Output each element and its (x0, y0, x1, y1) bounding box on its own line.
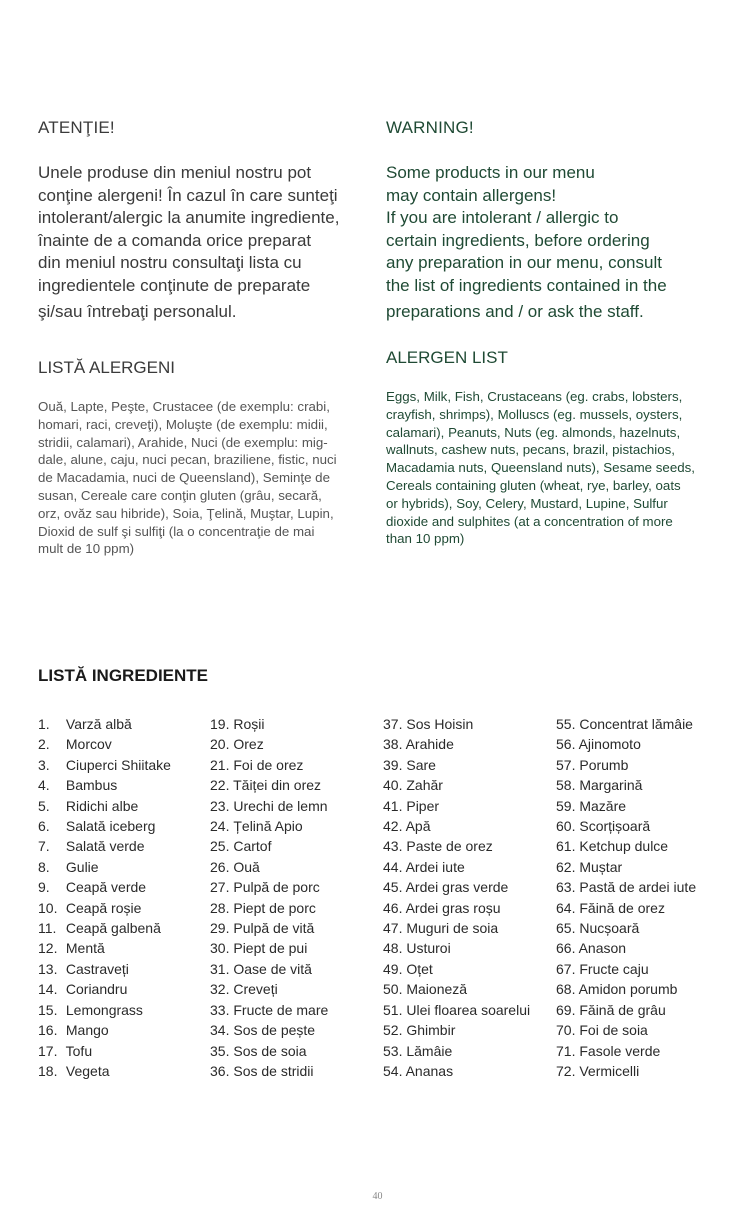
ingredient-item (38, 857, 171, 877)
ingredient-name: Ceapă galbenă (65, 920, 161, 937)
ingredient-item (210, 1041, 328, 1061)
ingredient-item (38, 816, 171, 836)
english-section (386, 118, 721, 547)
intro-line: any preparation in our menu, consult (386, 253, 662, 273)
ingredient-number: 26. (210, 858, 230, 875)
ingredient-number: 14. (38, 981, 58, 998)
ingredient-name: Pulpă de porc (233, 879, 320, 896)
intro-line: Unele produse din meniul nostru pot (38, 163, 312, 182)
ingredient-name: Mazăre (579, 797, 627, 814)
ingredient-name: Ulei floarea soarelui (406, 1001, 531, 1018)
allergen-line: mult de 10 ppm) (38, 541, 135, 557)
ingredient-name: Bambus (65, 777, 118, 794)
ingredient-item (38, 877, 171, 897)
ingredient-item (383, 714, 530, 734)
ingredient-item (383, 775, 530, 795)
ingredient-name: Fructe caju (579, 960, 649, 977)
ingredient-item (38, 796, 171, 816)
ingredient-item (556, 979, 696, 999)
ingredient-item (38, 918, 171, 938)
ingredient-name: Gulie (65, 858, 99, 875)
intro-line: preparations and / or ask the staff. (386, 301, 644, 321)
ingredient-number: 15. (38, 1001, 58, 1018)
ingredient-number: 62. (556, 858, 576, 875)
allergen-line: dale, alune, caju, nuci pecan, braziliene, fistic, nuci (38, 452, 337, 468)
ingredient-number: 57. (556, 756, 576, 773)
ingredient-item (210, 1000, 328, 1020)
ingredient-number: 24. (210, 818, 230, 835)
ingredient-name: Salată iceberg (65, 818, 156, 835)
ingredient-item (38, 1020, 171, 1040)
ingredient-name: Vermicelli (579, 1062, 640, 1079)
ingredient-item (556, 1041, 696, 1061)
ingredient-name: Sos Hoisin (406, 716, 474, 732)
ingredient-item (210, 959, 328, 979)
ingredient-item (556, 1061, 696, 1081)
ingredient-item (210, 898, 328, 918)
ingredient-name: Cartof (233, 838, 272, 855)
ingredient-number: 44. (383, 858, 403, 875)
ingredient-item (210, 714, 328, 734)
ingredient-number: 48. (383, 940, 403, 957)
ingredient-number: 36. (210, 1062, 230, 1079)
ingredient-item (38, 1061, 171, 1081)
ingredient-item (38, 1000, 171, 1020)
ingredient-name: Urechi de lemn (233, 797, 328, 814)
page-number: 40 (372, 1191, 383, 1202)
allergen-list-title-en: ALERGEN LIST (386, 348, 508, 367)
warning-text-en (386, 162, 721, 323)
romanian-section (38, 118, 373, 557)
ingredient-item (556, 796, 696, 816)
ingredient-number: 9. (38, 879, 50, 896)
ingredient-number: 20. (210, 736, 230, 753)
ingredient-number: 60. (556, 818, 576, 835)
ingredient-item (38, 775, 171, 795)
allergen-line: crayfish, shrimps), Molluscs (eg. mussels, oysters, (386, 406, 683, 422)
ingredient-name: Piept de porc (233, 899, 316, 916)
ingredient-item (210, 775, 328, 795)
ingredient-number: 37. (383, 716, 403, 732)
ingredient-name: Ceapă verde (65, 879, 147, 896)
ingredient-name: Pastă de ardei iute (579, 879, 697, 896)
ingredient-name: Ananas (405, 1062, 454, 1079)
ingredient-number: 31. (210, 960, 230, 977)
ingredient-number: 32. (210, 981, 230, 998)
intro-line: certain ingredients, before ordering (386, 230, 650, 250)
ingredient-name: Ceapă roșie (65, 899, 142, 916)
ingredient-item (383, 1061, 530, 1081)
ingredient-number: 47. (383, 920, 403, 937)
ingredient-name: Ardei iute (405, 858, 465, 875)
ingredient-name: Anason (578, 940, 627, 957)
ingredient-item (210, 836, 328, 856)
ingredient-number: 38. (383, 736, 403, 753)
ingredient-item (38, 836, 171, 856)
ingredient-item (556, 714, 696, 734)
ingredient-name: Fasole verde (579, 1042, 661, 1059)
ingredient-name: Nucșoară (579, 920, 640, 937)
ingredient-item (556, 959, 696, 979)
allergen-list-text-en (386, 388, 695, 548)
ingredient-item (383, 938, 530, 958)
ingredient-number: 49. (383, 960, 403, 977)
ingredient-item (210, 979, 328, 999)
ingredient-number: 19. (210, 716, 230, 732)
ingredient-item (556, 816, 696, 836)
ingredient-name: Ouă (233, 858, 260, 875)
ingredient-name: Țelină Apio (233, 818, 303, 835)
ingredient-item (383, 816, 530, 836)
ingredient-item (383, 796, 530, 816)
ingredient-number: 63. (556, 879, 576, 896)
ingredient-number: 61. (556, 838, 576, 855)
ingredient-number: 27. (210, 879, 230, 896)
ingredient-item (210, 857, 328, 877)
ingredient-name: Muguri de soia (406, 920, 499, 937)
ingredient-item (383, 979, 530, 999)
ingredient-name: Lemongrass (65, 1001, 143, 1018)
ingredient-item (383, 877, 530, 897)
ingredient-name: Ardei gras verde (405, 879, 509, 896)
ingredient-number: 45. (383, 879, 403, 896)
ingredient-number: 7. (38, 838, 50, 855)
ingredient-item (383, 857, 530, 877)
ingredient-number: 3. (38, 756, 50, 773)
ingredient-number: 29. (210, 920, 230, 937)
ingredient-item (38, 1041, 171, 1061)
ingredient-item (556, 775, 696, 795)
ingredient-number: 53. (383, 1042, 403, 1059)
ingredient-name: Scorțișoară (579, 818, 651, 835)
ingredient-name: Oțet (406, 960, 433, 977)
ingredient-name: Ghimbir (406, 1022, 456, 1039)
ingredient-number: 13. (38, 960, 58, 977)
ingredient-name: Sare (406, 756, 436, 773)
allergen-line: stridii, calamari), Arahide, Nuci (de exemplu: mig- (38, 434, 328, 450)
ingredient-name: Ardei gras roșu (405, 899, 501, 916)
intro-line: conţine alergeni! În cazul în care sunteţi (38, 185, 338, 205)
ingredient-name: Maioneză (406, 981, 468, 998)
ingredient-number: 5. (38, 797, 50, 814)
ingredient-number: 70. (556, 1022, 576, 1039)
ingredient-number: 64. (556, 899, 576, 916)
ingredient-item (556, 857, 696, 877)
ingredient-number: 11. (38, 920, 57, 937)
ingredient-name: Mentă (65, 940, 105, 957)
ingredient-name: Muștar (579, 858, 623, 875)
ingredient-item (556, 1020, 696, 1040)
ingredient-item (38, 755, 171, 775)
ingredient-item (383, 836, 530, 856)
ingredient-name: Foi de soia (579, 1022, 648, 1039)
ingredient-name: Usturoi (406, 940, 451, 957)
ingredient-number: 41. (383, 797, 403, 814)
allergen-line: de Macadamia, nuci de Queensland), Seminţe de (38, 470, 330, 486)
ingredient-number: 17. (38, 1042, 58, 1059)
ingredient-number: 39. (383, 756, 403, 773)
intro-line: ingredientele conţinute de preparate (38, 275, 311, 295)
ingredient-name: Vegeta (65, 1062, 110, 1079)
ingredient-number: 16. (38, 1022, 58, 1039)
ingredient-item (210, 734, 328, 754)
allergen-line: calamari), Peanuts, Nuts (eg. almonds, hazelnuts, (386, 424, 681, 440)
ingredient-name: Piept de pui (233, 940, 308, 957)
ingredient-name: Varză albă (65, 716, 132, 732)
ingredient-number: 25. (210, 838, 230, 855)
allergen-line: Dioxid de sulf şi sulfiţi (la o concentraţie de mai (38, 523, 315, 539)
warning-text-ro (38, 162, 373, 323)
ingredient-number: 4. (38, 777, 50, 794)
ingredient-item (556, 836, 696, 856)
ingredient-name: Tofu (65, 1042, 93, 1059)
intro-line: şi/sau întrebaţi personalul. (38, 301, 237, 321)
ingredient-number: 1. (38, 716, 50, 732)
intro-line: may contain allergens! (386, 185, 557, 205)
ingredient-name: Fructe de mare (233, 1001, 329, 1018)
allergen-list-text-ro (38, 398, 337, 558)
ingredient-item (556, 877, 696, 897)
ingredient-name: Coriandru (65, 981, 128, 998)
ingredient-number: 33. (210, 1001, 230, 1018)
ingredient-name: Castraveți (65, 960, 129, 977)
ingredient-name: Concentrat lămâie (579, 716, 693, 732)
allergen-line: Macadamia nuts, Queensland nuts), Sesame seeds, (386, 460, 695, 476)
intro-line: Some products in our menu (386, 163, 595, 182)
ingredient-item (556, 1000, 696, 1020)
ingredient-number: 58. (556, 777, 576, 794)
allergen-line: Ouă, Lapte, Peşte, Crustacee (de exemplu: crabi, (38, 399, 330, 414)
ingredient-number: 8. (38, 858, 50, 875)
ingredient-item (210, 1020, 328, 1040)
ingredient-number: 40. (383, 777, 403, 794)
ingredient-name: Roșii (233, 716, 265, 732)
ingredient-item (210, 918, 328, 938)
ingredient-item (210, 938, 328, 958)
allergen-line: wallnuts, cashew nuts, pecans, brazil, pistachios, (386, 442, 675, 458)
ingredient-item (383, 755, 530, 775)
allergen-line: Cereals containing gluten (wheat, rye, barley, oats (386, 477, 681, 493)
ingredient-item (556, 755, 696, 775)
ingredient-number: 10. (38, 899, 58, 916)
intro-line: If you are intolerant / allergic to (386, 208, 619, 228)
allergen-line: than 10 ppm) (386, 531, 465, 547)
ingredient-name: Arahide (405, 736, 454, 753)
ingredient-item (210, 816, 328, 836)
ingredients-title: LISTĂ INGREDIENTE (38, 666, 209, 685)
ingredient-number: 55. (556, 716, 576, 732)
ingredient-name: Margarină (579, 777, 643, 794)
allergen-line: dioxide and sulphites (at a concentration of more (386, 513, 673, 529)
ingredient-item (210, 877, 328, 897)
ingredients-column-1 (38, 714, 171, 1081)
ingredient-item (556, 898, 696, 918)
intro-line: intolerant/alergic la anumite ingrediente, (38, 208, 340, 228)
ingredient-number: 56. (556, 736, 576, 753)
allergen-line: susan, Cereale care conţin gluten (grâu, secară, (38, 487, 322, 503)
allergen-list-title-ro: LISTĂ ALERGENI (38, 358, 175, 377)
warning-title-ro: ATENŢIE! (38, 118, 115, 137)
ingredient-number: 22. (210, 777, 230, 794)
ingredient-name: Zahăr (406, 777, 443, 794)
ingredient-item (210, 796, 328, 816)
ingredient-name: Ridichi albe (65, 797, 139, 814)
ingredient-number: 66. (556, 940, 576, 957)
ingredient-name: Piper (406, 797, 440, 814)
ingredient-item (383, 918, 530, 938)
intro-line: din meniul nostru consultaţi lista cu (38, 253, 302, 273)
ingredient-number: 68. (556, 981, 576, 998)
ingredient-item (210, 1061, 328, 1081)
ingredient-name: Ketchup dulce (579, 838, 669, 855)
ingredient-number: 72. (556, 1062, 576, 1079)
ingredient-name: Sos de soia (233, 1042, 307, 1059)
ingredient-number: 12. (38, 940, 58, 957)
ingredient-item (38, 898, 171, 918)
ingredient-item (556, 938, 696, 958)
allergen-line: or hybrids), Soy, Celery, Mustard, Lupine, Sulfur (386, 495, 668, 511)
ingredient-name: Porumb (579, 756, 629, 773)
intro-line: înainte de a comanda orice preparat (38, 230, 312, 250)
ingredient-item (556, 918, 696, 938)
warning-title-en: WARNING! (386, 118, 474, 137)
ingredient-item (38, 938, 171, 958)
allergen-line: orz, ovăz sau hibride), Soia, Ţelină, Muştar, Lupin, (38, 505, 334, 521)
ingredient-number: 65. (556, 920, 576, 937)
ingredient-number: 23. (210, 797, 230, 814)
ingredient-number: 51. (383, 1001, 403, 1018)
ingredient-number: 42. (383, 818, 403, 835)
ingredient-item (210, 755, 328, 775)
ingredient-number: 35. (210, 1042, 230, 1059)
ingredient-item (383, 1041, 530, 1061)
ingredient-item (556, 734, 696, 754)
ingredient-name: Tăiței din orez (233, 777, 322, 794)
ingredient-number: 28. (210, 899, 230, 916)
ingredient-item (38, 959, 171, 979)
ingredient-name: Creveți (233, 981, 278, 998)
ingredient-name: Mango (65, 1022, 109, 1039)
ingredient-number: 59. (556, 797, 576, 814)
ingredient-item (38, 734, 171, 754)
ingredient-item (383, 1020, 530, 1040)
ingredient-name: Făină de grâu (579, 1001, 666, 1018)
ingredient-name: Pulpă de vită (233, 920, 315, 937)
ingredient-name: Orez (233, 736, 264, 753)
ingredient-name: Foi de orez (233, 756, 304, 773)
ingredient-number: 69. (556, 1001, 576, 1018)
ingredient-name: Sos de stridii (233, 1062, 314, 1079)
ingredient-number: 6. (38, 818, 50, 835)
ingredient-number: 46. (383, 899, 403, 916)
ingredient-name: Salată verde (65, 838, 145, 855)
ingredient-number: 54. (383, 1062, 403, 1079)
ingredient-number: 50. (383, 981, 403, 998)
ingredient-name: Lămâie (406, 1042, 453, 1059)
ingredient-number: 18. (38, 1062, 58, 1079)
ingredient-name: Sos de pește (233, 1022, 316, 1039)
allergen-line: Eggs, Milk, Fish, Crustaceans (eg. crabs, lobsters, (386, 389, 683, 404)
ingredient-name: Morcov (65, 736, 112, 753)
ingredient-item (38, 979, 171, 999)
ingredient-item (38, 714, 171, 734)
ingredient-name: Ciuperci Shiitake (65, 756, 171, 773)
allergen-line: homari, raci, creveţi), Moluşte (de exemplu: midii, (38, 416, 328, 432)
ingredient-name: Apă (405, 818, 431, 835)
ingredients-column-2 (210, 714, 328, 1081)
ingredients-column-4 (556, 714, 696, 1081)
ingredient-number: 43. (383, 838, 403, 855)
ingredient-number: 71. (556, 1042, 576, 1059)
ingredient-name: Paste de orez (406, 838, 493, 855)
ingredient-number: 21. (210, 756, 230, 773)
ingredient-item (383, 898, 530, 918)
ingredients-column-3 (383, 714, 530, 1081)
ingredient-name: Amidon porumb (578, 981, 678, 998)
ingredient-item (383, 959, 530, 979)
ingredient-item (383, 1000, 530, 1020)
ingredient-name: Oase de vită (233, 960, 312, 977)
ingredient-number: 2. (38, 736, 50, 753)
intro-line: the list of ingredients contained in the (386, 275, 667, 295)
ingredient-number: 52. (383, 1022, 403, 1039)
ingredient-number: 30. (210, 940, 230, 957)
ingredient-number: 34. (210, 1022, 230, 1039)
ingredient-name: Făină de orez (579, 899, 665, 916)
ingredient-item (383, 734, 530, 754)
ingredient-name: Ajinomoto (578, 736, 641, 753)
ingredient-number: 67. (556, 960, 576, 977)
